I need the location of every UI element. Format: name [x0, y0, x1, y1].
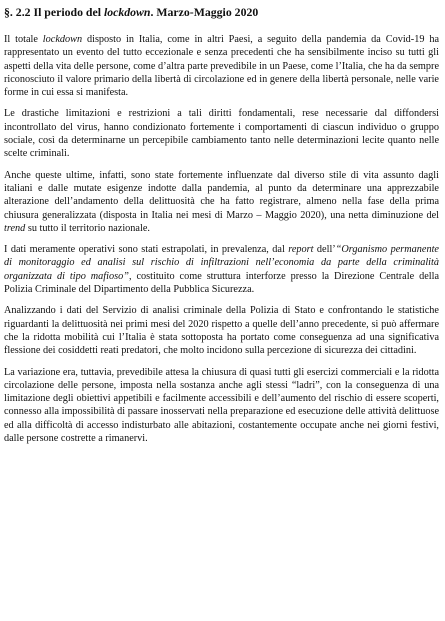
p1-text-italic: lockdown	[42, 34, 83, 45]
p4-text-e: , costituito come struttura interforze presso la Direzione Centrale della Polizia Criminale del Dipartimento della Pubblica Sicurezza.	[4, 270, 439, 296]
paragraph-3	[4, 169, 439, 235]
p3-text-italic: trend	[4, 222, 26, 234]
paragraph-1	[4, 33, 439, 99]
paragraph-2: Le drastiche limitazioni e restrizioni a tali diritti fondamentali, rese necessarie dal diffondersi incontrollato del virus, hanno condizionato fortemente i comportamenti di ciascun individuo o gruppo sociale, così da determinarne un percepibile cambiamento tanto nelle determinazioni lecite quanto nelle scelte criminali.	[4, 108, 439, 160]
paragraph-6: La variazione era, tuttavia, prevedibile attesa la chiusura di quasi tutti gli esercizi commerciali e la ridotta circolazione delle persone, imposta nella sostanza anche agli stessi “ladri”, con la conseguenza di una limitazione degli obiettivi appetibili e facilmente accessibili e dell’aumento del rischio di essere scoperti, connesso alla impossibilità di passare inosservati nella preparazione ed esecuzione delle attività delittuose ed alla difficoltà di accesso indisturbato alle abitazioni, costantemente occupate anche nei giorni festivi, dalle persone costrette a rimanervi.	[4, 366, 439, 445]
p3-text-a: Anche queste ultime, infatti, sono state fortemente influenzate dal diverso stile di vita assunto dagli italiani e dalle mutate esigenze indotte dalla pandemia, al punto da determinare una apprezzabile alterazione dell’andamento della delittuosità che ha fatto registrare, almeno nella fase della prima chiusura generalizzata (disposta in Italia nei mesi di Marzo – Maggio 2020), una netta diminuzione del	[4, 169, 439, 221]
heading-italic: lockdown	[103, 5, 151, 19]
heading-prefix: §. 2.2 Il periodo del	[4, 5, 104, 19]
p4-text-a: I dati meramente operativi sono stati estrapolati, in prevalenza, dal	[4, 244, 289, 256]
p3-text-c: su tutto il territorio nazionale.	[25, 222, 150, 234]
p4-text-italic-report: report	[288, 244, 314, 256]
p4-text-italic-organismo: “Organismo permanente di monitoraggio ed analisi sul rischio di infiltrazioni nell’economia da parte della criminalità organizzata di tipo mafioso”	[4, 244, 439, 282]
paragraph-4	[4, 243, 439, 296]
section-heading	[4, 5, 439, 19]
p4-text-c: dell’	[313, 244, 336, 256]
paragraph-5: Analizzando i dati del Servizio di analisi criminale della Polizia di Stato e confrontando le statistiche riguardanti la delittuosità nei primi mesi del 2020 rispetto a quelle dell’anno precedente, si può affermare che la ridotta mobilità cui l’Italia è stata sottoposta ha portato come conseguenza ad una significativa flessione dei cosiddetti reati predatori, che molto incidono sulla percezione di sicurezza dei cittadini.	[4, 305, 439, 357]
p1-text-c: disposto in Italia, come in altri Paesi, a seguito della pandemia da Covid-19 ha rappresentato un evento del tutto eccezionale e senza precedenti che ha sensibilmente inciso su tutti gli aspetti della vita delle persone, come d’altra parte prevedibile in un Paese, come l’Italia, che ha da sempre riconosciuto il valore primario della libertà di circolazione ed in genere della libertà personale, nelle varie forme in cui essa si manifesta.	[4, 34, 440, 99]
heading-suffix: . Marzo-Maggio 2020	[150, 5, 259, 19]
p1-text-a: Il totale	[4, 34, 43, 45]
